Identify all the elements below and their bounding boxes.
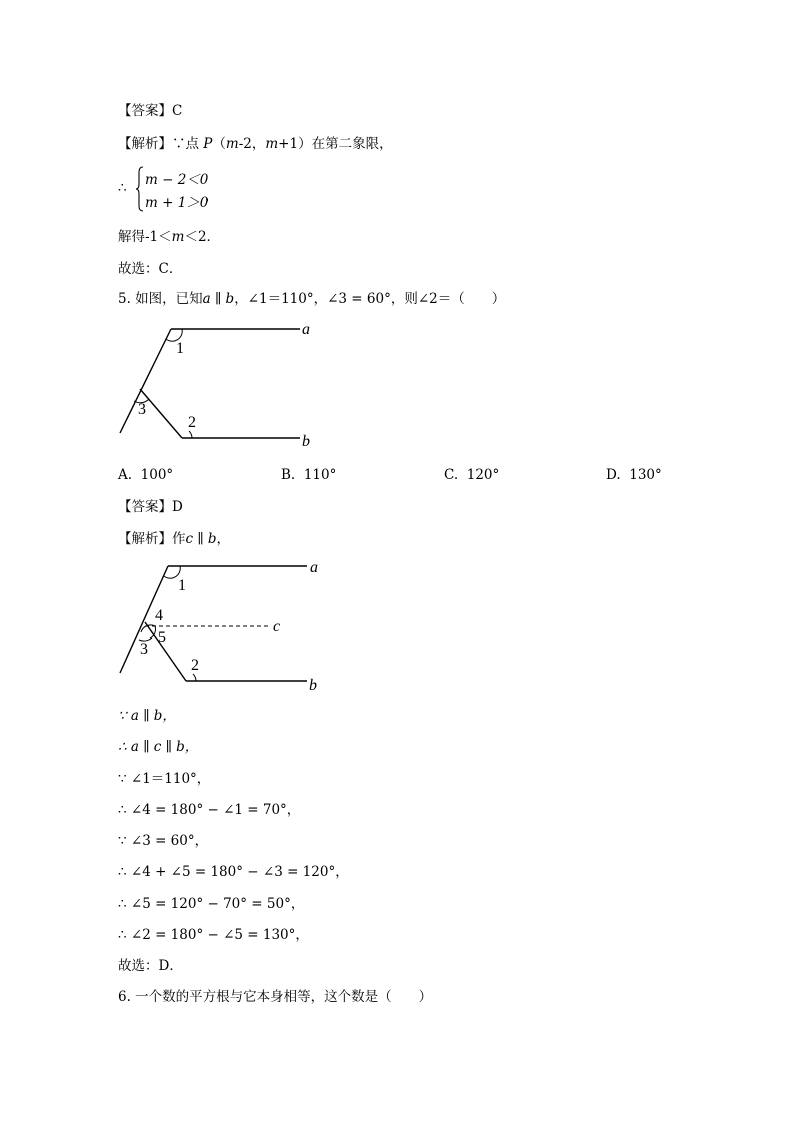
choice-letter: C. (444, 467, 459, 483)
solve-text: 解得-1＜ (118, 229, 172, 245)
choice-value: 100° (140, 467, 174, 483)
var-m: m (225, 136, 239, 152)
question-text: ，∠1＝110°，∠3 = 60°，则∠2＝（ ） (234, 291, 506, 307)
analysis-label: 【解析】 (118, 136, 172, 152)
label-angle-5: 5 (158, 629, 166, 646)
choice-letter: A. (118, 467, 133, 483)
point-name: P (203, 136, 213, 152)
label-b: b (309, 677, 317, 694)
inequality-1: m − 2＜0 (145, 172, 209, 188)
label-angle-3: 3 (138, 401, 146, 418)
solve-text: ＜2． (184, 229, 221, 245)
angle-2-arc (193, 674, 196, 681)
choice-letter: B. (281, 467, 296, 483)
label-a: a (302, 321, 310, 338)
step-3: ∵ ∠1＝110°， (118, 771, 211, 787)
analysis-text: 在第二象限， (311, 136, 393, 152)
label-angle-2: 2 (191, 657, 199, 674)
coord-y: +1） (278, 136, 312, 152)
answer-label: 【答案】 (118, 103, 172, 119)
label-angle-3: 3 (140, 641, 148, 658)
step-4: ∴ ∠4 = 180° − ∠1 = 70°， (118, 802, 301, 818)
step-2: ∴ a ∥ c ∥ b， (118, 739, 199, 755)
choice-value: 120° (466, 467, 500, 483)
step-6: ∴ ∠4 + ∠5 = 180° − ∠3 = 120°， (118, 864, 349, 880)
choice-value: 110° (303, 467, 337, 483)
answer-value: D (172, 499, 183, 515)
choice-letter: D. (606, 467, 621, 483)
answer-value: C (172, 103, 183, 119)
label-b: b (302, 433, 310, 450)
analysis-label: 【解析】 (118, 531, 172, 547)
label-angle-4: 4 (155, 607, 163, 624)
parallel-ab: a ∥ b (202, 291, 235, 307)
coord-x: -2， (238, 136, 266, 152)
q6-question: 6. 一个数的平方根与它本身相等，这个数是（ ） (118, 989, 433, 1005)
step-1: ∵ a ∥ b， (118, 708, 176, 724)
label-angle-1: 1 (176, 340, 184, 357)
label-c: c (273, 618, 281, 635)
step-8: ∴ ∠2 = 180° − ∠5 = 130°， (118, 927, 309, 943)
therefore-symbol: ∴ (118, 180, 127, 196)
inequality-2: m + 1＞0 (145, 195, 209, 211)
var-m: m (171, 229, 185, 245)
step-7: ∴ ∠5 = 120° − 70° = 50°， (118, 896, 305, 912)
step-5: ∵ ∠3 = 60°， (118, 833, 209, 849)
parallel-cb: c ∥ b (185, 531, 217, 547)
paren: （ (212, 136, 226, 152)
label-a: a (310, 559, 318, 576)
q5-choose: 故选：D． (118, 958, 183, 974)
q4-choose: 故选：C． (118, 261, 183, 277)
analysis-text: ∵点 (172, 136, 199, 152)
choice-value: 130° (629, 467, 662, 483)
system-comma: ， (205, 188, 219, 204)
answer-label: 【答案】 (118, 499, 172, 515)
analysis-text: 作 (172, 531, 186, 547)
label-angle-2: 2 (188, 414, 196, 431)
analysis-text: ， (216, 531, 231, 547)
label-angle-1: 1 (178, 577, 186, 594)
question-text: 5. 如图，已知 (118, 291, 203, 307)
var-m: m (265, 136, 279, 152)
